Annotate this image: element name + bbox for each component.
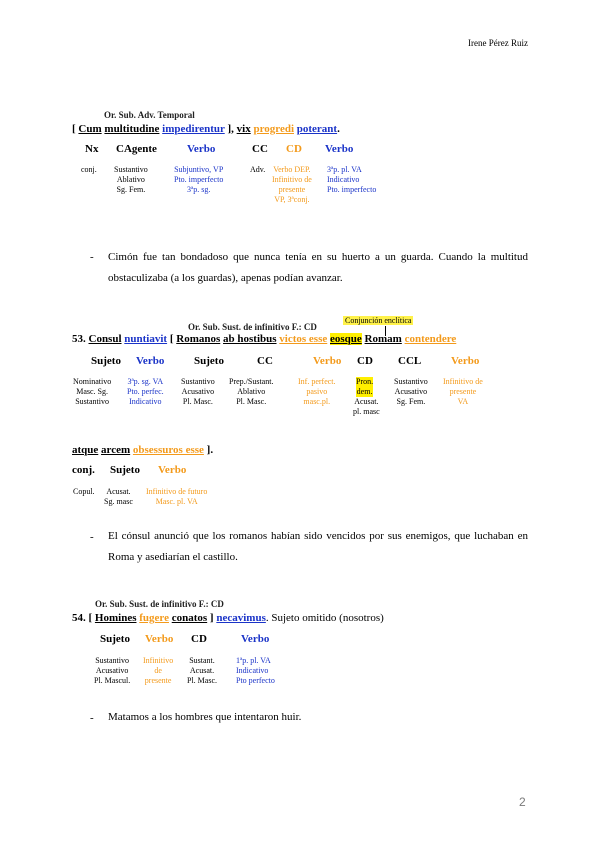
header-nx: Nx	[85, 143, 99, 155]
header-cd: CD	[357, 355, 373, 367]
analysis-cell: 3ªp. sg. VA Pto. perfec. Indicativo	[127, 377, 164, 406]
list-dash: -	[90, 531, 94, 543]
analysis-cell: Acusat. Sg. masc	[104, 487, 133, 506]
analysis-cell: Verbo DEP. Infinitivo de presente VP, 3ªconj.	[272, 165, 312, 204]
header-verbo: Verbo	[241, 633, 270, 645]
period: .	[337, 123, 340, 135]
analysis-cell: Sustantivo Ablativo Sg. Fem.	[114, 165, 148, 194]
word-arcem: arcem	[101, 444, 131, 456]
analysis-cell: Infinitivo de presente VA	[443, 377, 483, 406]
latin-sentence-continued	[72, 444, 213, 456]
sentence-number: 54. [	[72, 612, 95, 624]
analysis-cell: Sustantivo Acusativo Sg. Fem.	[394, 377, 428, 406]
word-homines: Homines	[94, 612, 137, 624]
header-verbo: Verbo	[136, 355, 165, 367]
analysis-cell: Acusat. pl. masc	[353, 397, 380, 416]
sentence-number: 53.	[72, 333, 89, 345]
bracket: ]	[207, 612, 217, 624]
word-progredi: progredi	[253, 123, 294, 135]
analysis-cell: Sustant. Acusat. Pl. Masc.	[187, 656, 217, 685]
translation: El cónsul anunció que los romanos habían sido vencidos por sus enemigos, que luchaban en Roma y asediarían el castillo.	[108, 530, 528, 563]
header-sujeto: Sujeto	[100, 633, 130, 645]
word-multitudine: multitudine	[104, 123, 160, 135]
list-dash: -	[90, 251, 94, 263]
analysis-cell: Sustantivo Acusativo Pl. Mascul.	[94, 656, 131, 685]
word-necavimus: necavimus	[216, 612, 266, 624]
header-verbo: Verbo	[325, 143, 354, 155]
translation: Matamos a los hombres que intentaron huir.	[108, 711, 302, 723]
analysis-cell: Copul.	[73, 487, 95, 496]
word-impedirentur: impedirentur	[162, 123, 225, 135]
bracket: [	[167, 333, 177, 345]
header-cc: CC	[252, 143, 268, 155]
clause-note: Or. Sub. Sust. de infinitivo F.: CD	[188, 322, 317, 332]
header-verbo: Verbo	[158, 464, 187, 476]
word-poterant: poterant	[296, 123, 338, 135]
analysis-cell: Infinitivo de presente	[143, 656, 174, 685]
word-ab-hostibus: ab hostibus	[223, 333, 277, 345]
analysis-cell: Subjuntivo, VP Pto. imperfecto 3ªp. sg.	[174, 165, 224, 194]
header-verbo: Verbo	[451, 355, 480, 367]
word-cum: Cum	[78, 123, 102, 135]
word-conatos: conatos	[171, 612, 208, 624]
header-verbo: Verbo	[145, 633, 174, 645]
word-obsessuros-esse: obsessuros esse	[132, 444, 204, 456]
header-conj: conj.	[72, 464, 95, 476]
translation: Cimón fue tan bondadoso que nunca tenía en su huerto a un guarda. Cuando la multitud obstaculizaba (a los guardas), apenas podían avanzar.	[108, 251, 528, 284]
enclitic-label: Conjunción enclítica	[345, 316, 412, 325]
subject-note: . Sujeto omitido (nosotros)	[265, 612, 384, 624]
analysis-cell: Prep./Sustant. Ablativo Pl. Masc.	[229, 377, 274, 406]
header-verbo: Verbo	[313, 355, 342, 367]
analysis-cell: conj.	[81, 165, 97, 174]
clause-note: Or. Sub. Adv. Temporal	[104, 110, 195, 120]
header-sujeto: Sujeto	[91, 355, 121, 367]
latin-sentence	[72, 333, 456, 345]
header-verbo: Verbo	[187, 143, 216, 155]
word-contendere: contendere	[404, 333, 457, 345]
header-cagente: CAgente	[116, 143, 157, 155]
header-cd: CD	[191, 633, 207, 645]
word-atque: atque	[72, 444, 99, 456]
word-vix: vix	[236, 123, 251, 135]
word-nuntiavit: nuntiavit	[124, 333, 168, 345]
page-number: 2	[519, 795, 526, 809]
analysis-cell-highlight: Pron. dem.	[356, 377, 374, 396]
word-consul: Consul	[88, 333, 122, 345]
analysis-cell: Inf. perfect. pasivo masc.pl.	[298, 377, 336, 406]
analysis-cell: Infinitivo de futuro Masc. pl. VA	[146, 487, 208, 506]
header-sujeto: Sujeto	[110, 464, 140, 476]
latin-sentence	[72, 123, 340, 135]
analysis-cell: Nominativo Masc. Sg. Sustantivo	[73, 377, 112, 406]
analysis-cell: Adv.	[250, 165, 266, 174]
header-cc: CC	[257, 355, 273, 367]
analysis-cell: 3ªp. pl. VA Indicativo Pto. imperfecto	[327, 165, 377, 194]
word-romanos: Romanos	[176, 333, 221, 345]
bracket: ].	[203, 444, 214, 456]
bracket: [	[72, 123, 79, 135]
analysis-cell: 1ªp. pl. VA Indicativo Pto perfecto	[236, 656, 275, 685]
author-name: Irene Pérez Ruiz	[468, 38, 528, 48]
header-ccl: CCL	[398, 355, 422, 367]
word-fugere: fugere	[139, 612, 169, 624]
header-cd: CD	[286, 143, 302, 155]
header-sujeto: Sujeto	[194, 355, 224, 367]
word-eosque: eosque	[330, 333, 362, 345]
word-romam: Romam	[364, 333, 402, 345]
clause-note: Or. Sub. Sust. de infinitivo F.: CD	[95, 599, 224, 609]
latin-sentence	[72, 612, 384, 624]
bracket: ],	[224, 123, 237, 135]
list-dash: -	[90, 712, 94, 724]
analysis-cell: Sustantivo Acusativo Pl. Masc.	[181, 377, 215, 406]
word-victos-esse: victos esse	[279, 333, 328, 345]
